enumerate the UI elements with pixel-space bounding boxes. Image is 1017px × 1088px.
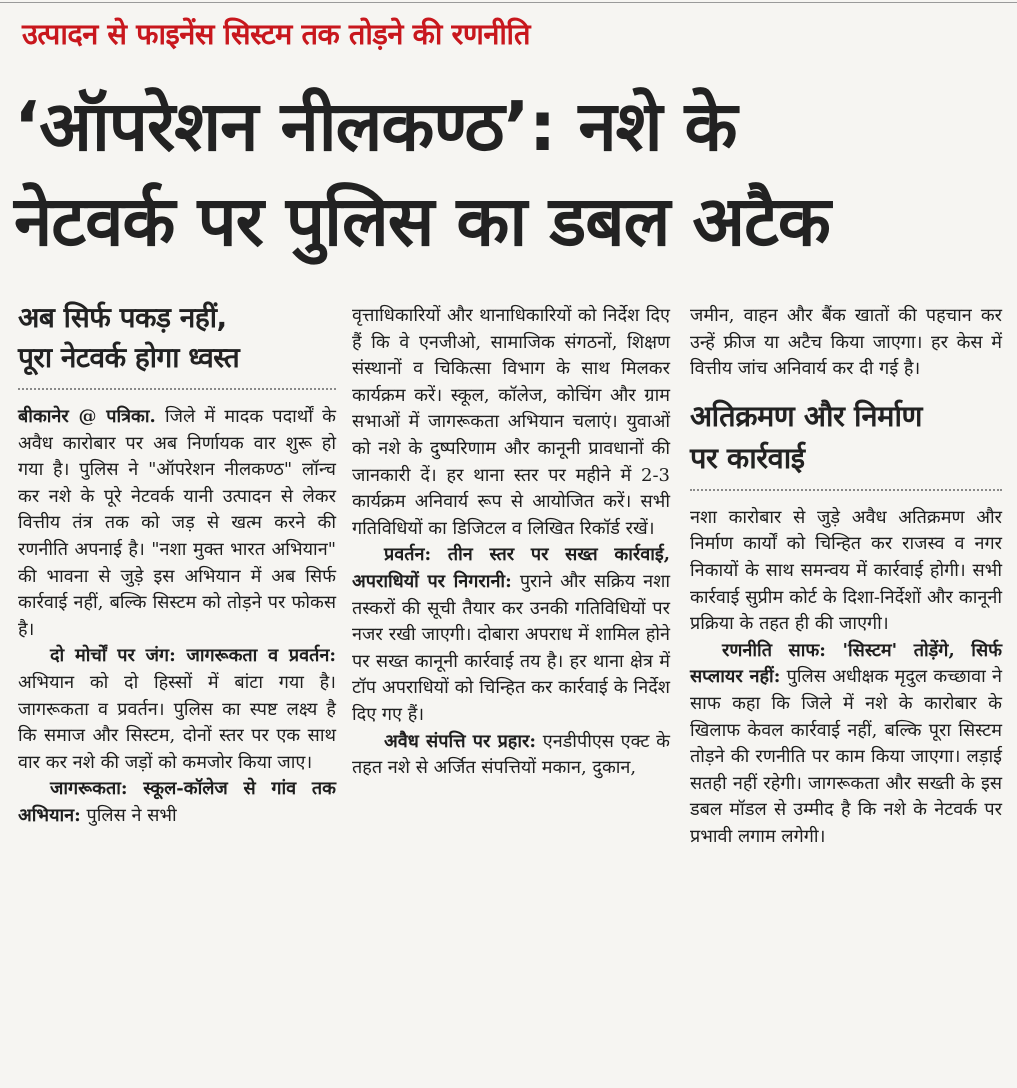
column-1-subheading (18, 298, 336, 378)
column-3 (690, 303, 1002, 851)
subheading-line-1: अतिक्रमण और निर्माण (690, 398, 922, 433)
column-1 (18, 298, 336, 830)
headline-line-1: ‘ऑपरेशन नीलकण्ठ’: नशे के (14, 87, 737, 167)
paragraph (18, 404, 336, 643)
paragraph: जमीन, वाहन और बैंक खातों की पहचान कर उन्हें फ्रीज या अटैच किया जाएगा। हर केस में वित्तीय जांच अनिवार्य कर दी गई है। (690, 305, 1002, 380)
paragraph (18, 643, 336, 776)
paragraph (18, 776, 336, 829)
paragraph (352, 729, 670, 782)
subheading-line-2: पर कार्रवाई (690, 440, 805, 475)
paragraph-text: अभियान को दो हिस्सों में बांटा गया है। जागरूकता व प्रवर्तन। पुलिस का स्पष्ट लक्ष्य है कि समाज और सिस्टम, दोनों स्तर पर एक साथ वार कर नशे की जड़ों को कमजोर किया जाए। (18, 671, 336, 773)
paragraph-lead: अवैध संपत्ति पर प्रहार: (384, 730, 537, 752)
paragraph-lead: रणनीति साफ: 'सिस्टम' तोड़ेंगे, सिर्फ सप्लायर नहीं: (690, 639, 1002, 688)
paragraph-text: जिले में मादक पदार्थों के अवैध कारोबार पर अब निर्णायक वार शुरू हो गया है। पुलिस ने "ऑपरेशन नीलकण्ठ" लॉन्च कर नशे के पूरे नेटवर्क यानी उत्पादन से लेकर वित्तीय तंत्र तक को जड़ से खत्म करने की रणनीति अपनाई है। "नशा मुक्त भारत अभियान" की भावना से जुड़े इस अभियान में अब सिर्फ कार्रवाई नहीं, बल्कि सिस्टम को तोड़ने पर फोकस है। (18, 406, 336, 640)
subheading-line-1: अब सिर्फ पकड़ नहीं, (18, 301, 227, 334)
paragraph-lead: प्रवर्तन: तीन स्तर पर सख्त कार्रवाई, अपराधियों पर निगरानी: (352, 544, 670, 592)
paragraph-lead: दो मोर्चों पर जंग: जागरूकता व प्रवर्तन: (50, 645, 336, 667)
paragraph-text: पुलिस ने सभी (86, 804, 177, 826)
dotted-divider (18, 388, 336, 390)
dotted-divider (690, 489, 1002, 491)
paragraph-text: पुराने और सक्रिय नशा तस्करों की सूची तैयार कर उनकी गतिविधियों पर नजर रखी जाएगी। दोबारा अपराध में शामिल होने पर सख्त कानूनी कार्रवाई तय है। हर थाना क्षेत्र में टॉप अपराधियों को चिन्हित कर कार्रवाई के निर्देश दिए गए हैं। (352, 570, 670, 725)
subheading-line-2: पूरा नेटवर्क होगा ध्वस्त (18, 341, 240, 374)
headline-line-2: नेटवर्क पर पुलिस का डबल अटैक (14, 182, 830, 262)
dateline: बीकानेर @ पत्रिका. (18, 406, 156, 427)
column-2 (352, 303, 670, 782)
top-rule (0, 2, 1017, 3)
column-3-subheading (690, 395, 1002, 479)
paragraph-text: एनडीपीएस एक्ट के तहत नशे से अर्जित संपत्तियों मकान, दुकान, (352, 730, 670, 779)
paragraph: वृत्ताधिकारियों और थानाधिकारियों को निर्देश दिए हैं कि वे एनजीओ, सामाजिक संगठनों, शिक्षण संस्थानों व चिकित्सा विभाग के साथ मिलकर कार्यक्रम करें। स्कूल, कॉलेज, कोचिंग और ग्राम सभाओं में जागरूकता अभियान चलाएं। युवाओं को नशे के दुष्परिणाम और कानूनी प्रावधानों की जानकारी दें। हर थाना स्तर पर महीने में 2-3 कार्यक्रम अनिवार्य रूप से आयोजित करें। सभी गतिविधियों का डिजिटल व लिखित रिकॉर्ड रखें। (352, 305, 670, 539)
paragraph (352, 542, 670, 728)
paragraph: नशा कारोबार से जुड़े अवैध अतिक्रमण और निर्माण कार्यों को चिन्हित कर राजस्व व नगर निकायों के साथ समन्वय में कार्रवाई होगी। सभी कार्रवाई सुप्रीम कोर्ट के दिशा-निर्देशों और कानूनी प्रक्रिया के तहत ही की जाएगी। (690, 506, 1002, 635)
main-headline (14, 80, 1014, 270)
paragraph (690, 638, 1002, 851)
kicker-headline: उत्पादन से फाइनेंस सिस्टम तक तोड़ने की रणनीति (22, 17, 530, 51)
paragraph-text: पुलिस अधीक्षक मृदुल कच्छावा ने साफ कहा कि जिले में नशे के कारोबार के खिलाफ केवल कार्रवाई नहीं, बल्कि पूरा सिस्टम तोड़ने की रणनीति पर काम किया जाएगा। लड़ाई सतही नहीं रहेगी। जागरूकता और सख्ती के इस डबल मॉडल से उम्मीद है कि नशे के नेटवर्क पर प्रभावी लगाम लगेगी। (690, 666, 1002, 847)
paragraph-lead: जागरूकता: स्कूल-कॉलेज से गांव तक अभियान: (18, 778, 336, 826)
